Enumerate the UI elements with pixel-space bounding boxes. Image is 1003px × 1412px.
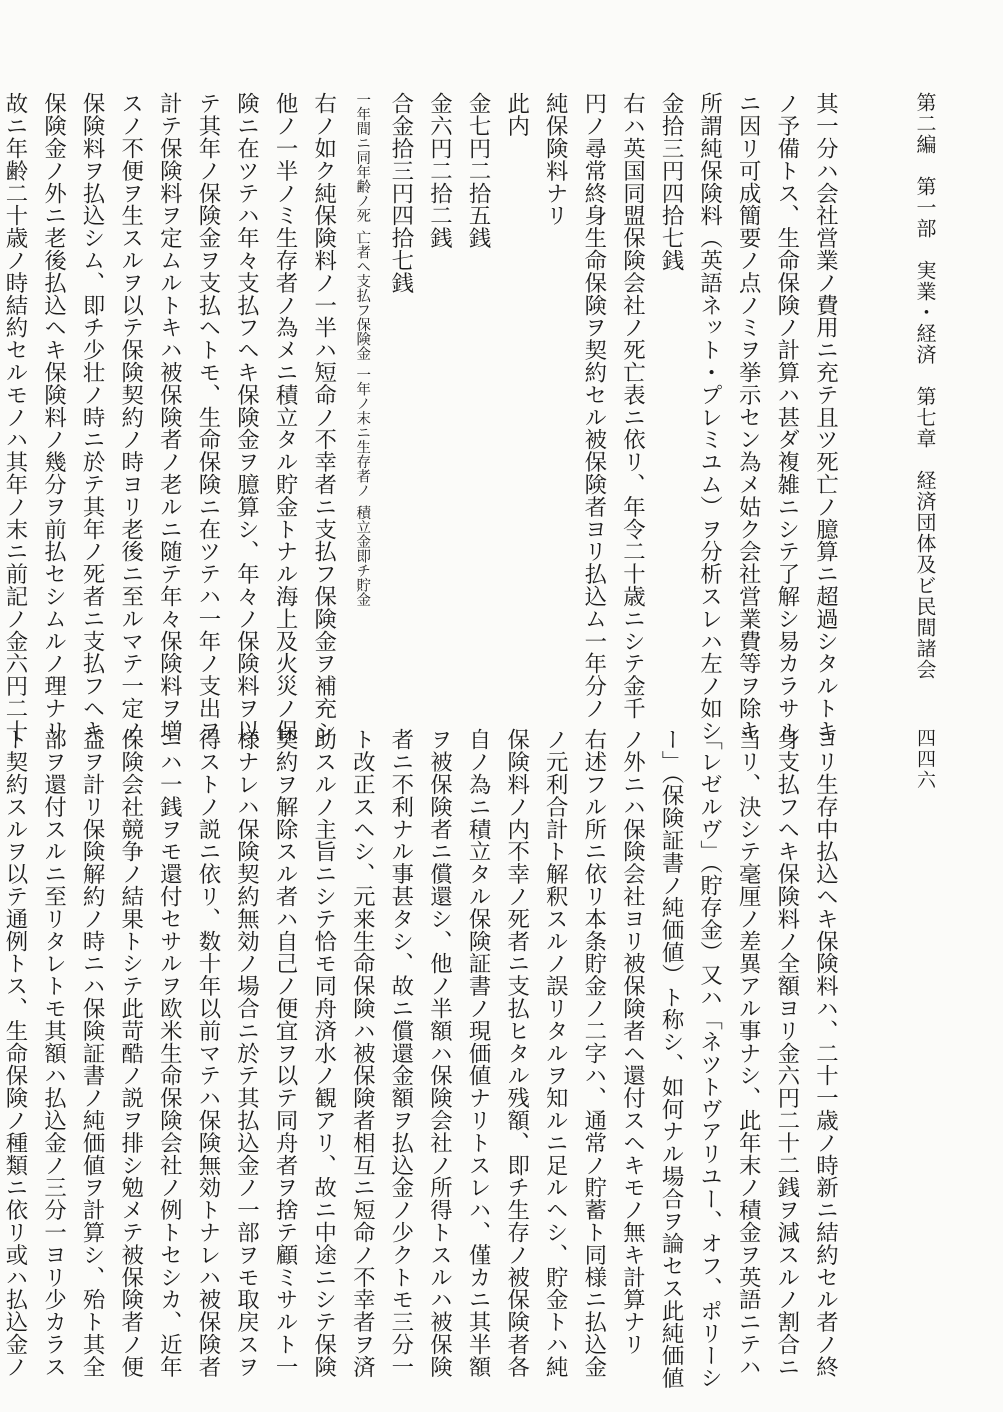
text-line: 合金拾三円四拾七銭 — [387, 92, 414, 294]
text-line: 当リ、決シテ毫厘ノ差異アル事ナシ、此年末ノ積金ヲ英語ニテハ — [735, 728, 762, 1378]
text-line: 険ニ在ツテハ年々支払フヘキ保険金ヲ臆算シ、年々ノ保険料ヲ以 — [233, 92, 260, 742]
text-line: 助スルノ主旨ニシテ恰モ同舟済水ノ観アリ、故ニ中途ニシテ保険 — [310, 728, 337, 1378]
text-line: 故ニ年齢二十歳ノ時結約セルモノハ其年ノ末ニ前記ノ金六円二十 — [1, 92, 28, 742]
text-line: 保険料ヲ払込シム、即チ少壮ノ時ニ於テ其年ノ死者ニ支払フヘキ — [79, 92, 106, 742]
text-line: 純保険料ナリ — [542, 92, 569, 227]
text-line: テ其年ノ保険金ヲ支払ヘトモ、生命保険ニ在ツテハ一年ノ支出ヲ — [194, 92, 221, 742]
text-line: 身支払フヘキ保険料ノ全額ヨリ金六円二十二銭ヲ減スルノ割合ニ — [773, 728, 800, 1378]
text-line: 者ニ不利ナル事甚タシ、故ニ償還金額ヲ払込金ノ少クトモ三分一 — [387, 728, 414, 1378]
text-line: ニハ一銭ヲモ還付セサルヲ欧米生命保険会社ノ例トセシカ、近年 — [156, 728, 183, 1378]
text-line: スノ不便ヲ生スルヲ以テ保険契約ノ時ヨリ老後ニ至ルマテ一定ノ — [117, 92, 144, 742]
text-line: 所謂純保険料（英語ネット・プレミユム）ヲ分析スレハ左ノ如シ — [696, 92, 723, 742]
text-line: 他ノ一半ノミ生存者ノ為メニ積立タル貯金トナル海上及火災ノ保 — [272, 92, 299, 742]
text-line: 得ストノ説ニ依リ、数十年以前マテハ保険無効トナレハ被保険者 — [194, 728, 221, 1378]
upper-text-block — [1, 92, 883, 742]
text-line: 円ノ尋常終身生命保険ヲ契約セル被保険者ヨリ払込ム一年分ノ — [580, 92, 607, 720]
text-line: 自ノ為ニ積立タル保険証書ノ現価値ナリトスレハ、僅カニ其半額 — [465, 728, 492, 1378]
text-line: ノ元利合計ト解釈スルノ誤リタルヲ知ルニ足ルヘシ、貯金トハ純 — [542, 728, 569, 1378]
text-line: ノ予備トス、生命保険ノ計算ハ甚ダ複雑ニシテ了解シ易カラサル — [773, 92, 800, 742]
text-line: 契約ヲ解除スル者ハ自己ノ便宜ヲ以テ同舟者ヲ捨テ顧ミサルト一 — [272, 728, 299, 1378]
text-line: 「レゼルヴ」（貯存金）又ハ「ネツトヴアリユー、オフ、ポリーシ — [696, 728, 723, 1389]
text-line: ニ因リ可成簡要ノ点ノミヲ挙示セン為メ姑ク会社営業費等ヲ除キ — [735, 92, 762, 742]
text-line: ヲ被保険者ニ償還シ、他ノ半額ハ保険会社ノ所得トスルハ被保険 — [426, 728, 453, 1378]
text-line: ヨリ生存中払込ヘキ保険料ハ、二十一歳ノ時新ニ結約セル者ノ終 — [812, 728, 839, 1378]
text-line: 様ナレハ保険契約無効ノ場合ニ於テ其払込金ノ一部ヲモ取戻スヲ — [233, 728, 260, 1378]
text-line: 部ヲ還付スルニ至リタレトモ其額ハ払込金ノ三分一ヨリ少カラス — [40, 728, 67, 1378]
text-line: 益ヲ計リ保険解約ノ時ニハ保険証書ノ純価値ヲ計算シ、殆ト其全 — [79, 728, 106, 1378]
text-line: 此内 — [503, 92, 530, 137]
text-line: 保険料ノ内不幸ノ死者ニ支払ヒタル残額、即チ生存ノ被保険者各 — [503, 728, 530, 1378]
text-line: 保険会社競争ノ結果トシテ此苛酷ノ説ヲ排シ勉メテ被保険者ノ便 — [117, 728, 144, 1378]
annotation-note: 一年間ニ同年齢ノ死 亡者ヘ支払フ保険金 一年ノ末ニ生存者ノ 積立金即チ貯金 — [354, 92, 371, 607]
text-line: 金拾三円四拾七銭 — [658, 92, 685, 272]
text-line: 右ハ英国同盟保険会社ノ死亡表ニ依リ、年令二十歳ニシテ金千 — [619, 92, 646, 720]
text-line: 計テ保険料ヲ定ムルトキハ被保険者ノ老ルニ随テ年々保険料ヲ増 — [156, 92, 183, 742]
text-line: 右ノ如ク純保険料ノ一半ハ短命ノ不幸者ニ支払フ保険金ヲ補充シ — [310, 92, 337, 742]
text-line: ト改正スヘシ、元来生命保険ハ被保険者相互ニ短命ノ不幸者ヲ済 — [349, 728, 376, 1378]
text-line: 保険金ノ外ニ老後払込ヘキ保険料ノ幾分ヲ前払セシムルノ理ナリ — [40, 92, 67, 742]
lower-text-block — [1, 728, 883, 1389]
text-line: 其一分ハ会社営業ノ費用ニ充テ且ツ死亡ノ臆算ニ超過シタルトキ — [812, 92, 839, 742]
page-number: 四四六 — [914, 728, 936, 791]
text-line: ト契約スルヲ以テ通例トス、生命保険ノ種類ニ依リ或ハ払込金ノ — [1, 728, 28, 1378]
text-line: ー」（保険証書ノ純価値）ト称シ、如何ナル場合ヲ論セス此純価値 — [658, 728, 685, 1389]
text-line: ノ外ニハ保険会社ヨリ被保険者ヘ還付スヘキモノ無キ計算ナリ — [619, 728, 646, 1356]
running-header: 第二編 第一部 実業・経済 第七章 経済団体及ビ民間諸会 — [913, 92, 937, 680]
text-line: 右述フル所ニ依リ本条貯金ノ二字ハ、通常ノ貯蓄ト同様ニ払込金 — [580, 728, 607, 1378]
text-line: 金六円二拾二銭 — [426, 92, 453, 249]
text-line: 金七円二拾五銭 — [465, 92, 492, 249]
